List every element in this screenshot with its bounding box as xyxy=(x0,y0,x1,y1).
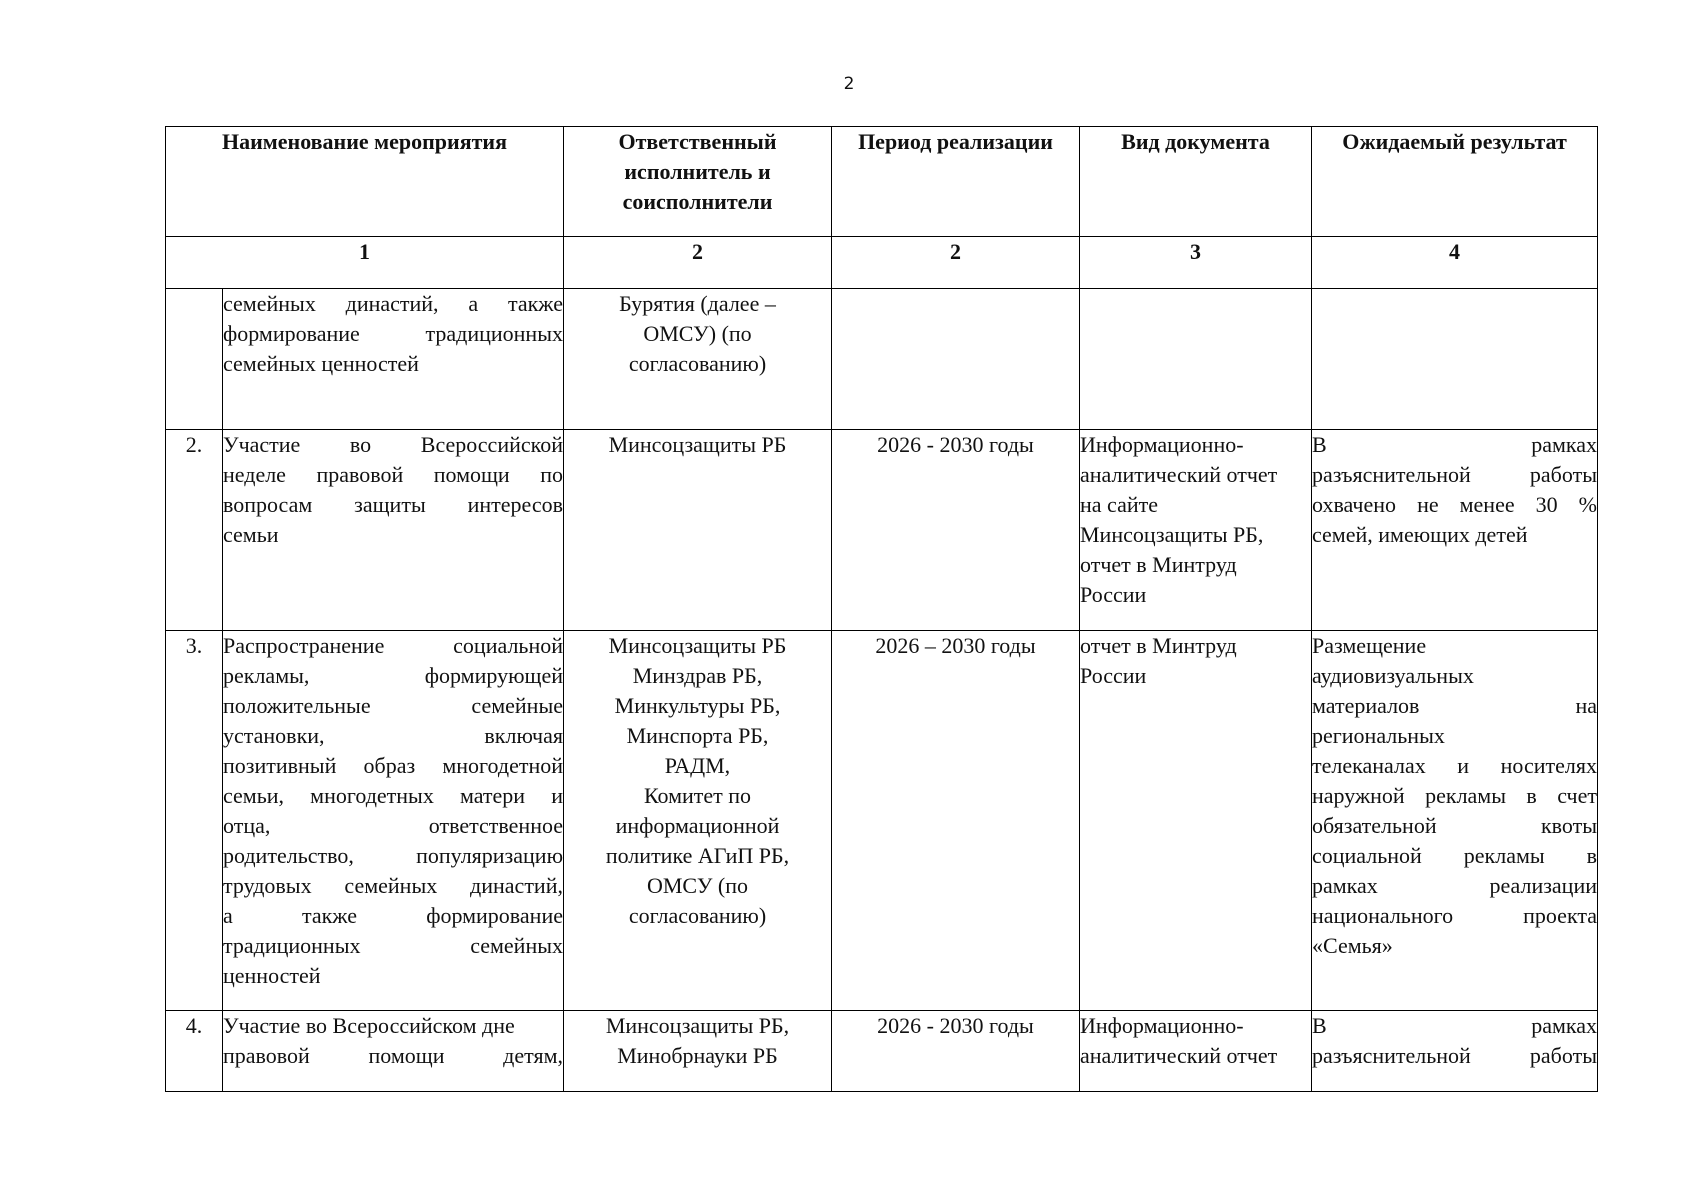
event-name-line: вопросам защиты интересов xyxy=(223,492,563,517)
executor-line: Минздрав РБ, xyxy=(632,663,763,688)
executor-cell xyxy=(564,289,832,430)
event-name-line: Участие во Всероссийском дне xyxy=(223,1013,515,1038)
row-index: 3. xyxy=(166,631,223,1011)
period-cell: 2026 – 2030 годы xyxy=(832,631,1080,1011)
event-name-cell xyxy=(223,631,564,1011)
table-row xyxy=(166,1011,1598,1092)
document-type-cell xyxy=(1080,289,1312,430)
executor-line: Минсоцзащиты РБ xyxy=(608,633,787,658)
header-document-type: Вид документа xyxy=(1080,127,1312,237)
page-number: 2 xyxy=(843,74,855,94)
event-name-line: семьи, многодетных матери и xyxy=(223,783,563,808)
event-name-line: правовой помощи детям, xyxy=(223,1043,563,1068)
document-type-line: отчет в Минтруд xyxy=(1080,633,1237,658)
expected-result-line: аудиовизуальных xyxy=(1312,663,1474,688)
column-numbers-row xyxy=(166,237,1598,289)
document-type-line: Минсоцзащиты РБ, xyxy=(1080,522,1264,547)
executor-line: Бурятия (далее – xyxy=(619,291,776,316)
expected-result-line xyxy=(1312,1011,1597,1041)
expected-result-cell xyxy=(1312,631,1598,1011)
expected-result-line: «Семья» xyxy=(1312,933,1393,958)
document-type-line: России xyxy=(1080,582,1147,607)
event-name-line: установки, включая xyxy=(223,723,563,748)
event-name-cell xyxy=(223,430,564,631)
expected-result-line: национального проекта xyxy=(1312,903,1597,928)
event-name-line: положительные семейные xyxy=(223,693,563,718)
column-number: 2 xyxy=(564,237,832,289)
word: рамках xyxy=(1531,1013,1597,1038)
expected-result-line: материалов на xyxy=(1312,693,1597,718)
document-type-line: аналитический отчет xyxy=(1080,1043,1278,1068)
expected-result-line: семей, имеющих детей xyxy=(1312,522,1528,547)
event-name-line: трудовых семейных династий, xyxy=(223,873,563,898)
row-index: 2. xyxy=(166,430,223,631)
expected-result-line: региональных xyxy=(1312,723,1445,748)
executor-cell xyxy=(564,631,832,1011)
event-name-line: а также формирование xyxy=(223,903,563,928)
document-type-line: России xyxy=(1080,663,1147,688)
executor-line: Минсоцзащиты РБ, xyxy=(605,1013,790,1038)
document-type-line: Информационно- xyxy=(1080,432,1244,457)
event-name-line xyxy=(223,319,563,349)
document-type-cell xyxy=(1080,430,1312,631)
expected-result-line: обязательной квоты xyxy=(1312,813,1597,838)
executor-line: информационной xyxy=(615,813,780,838)
word: семейных xyxy=(223,291,316,316)
table-row xyxy=(166,289,1598,430)
document-type-cell xyxy=(1080,1011,1312,1092)
event-name-line: родительство, популяризацию xyxy=(223,843,563,868)
expected-result-line: охвачено не менее 30 % xyxy=(1312,492,1597,517)
executor-line: Минспорта РБ, xyxy=(626,723,769,748)
word: рамках xyxy=(1531,432,1597,457)
document-type-line: Информационно- xyxy=(1080,1013,1244,1038)
event-name-line: рекламы, формирующей xyxy=(223,663,563,688)
expected-result-cell xyxy=(1312,289,1598,430)
word: традиционных xyxy=(425,321,563,346)
word: также xyxy=(507,291,563,316)
executor-line: ОМСУ (по xyxy=(646,873,748,898)
period-cell: 2026 - 2030 годы xyxy=(832,430,1080,631)
event-name-line: семьи xyxy=(223,522,279,547)
event-name-line: неделе правовой помощи по xyxy=(223,462,563,487)
event-name-line xyxy=(223,289,563,319)
table-header-row xyxy=(166,127,1598,237)
event-name-line: Участие во Всероссийской xyxy=(223,432,563,457)
column-number: 1 xyxy=(166,237,564,289)
header-period: Период реализации xyxy=(832,127,1080,237)
word: а xyxy=(468,291,479,316)
event-name-line: отца, ответственное xyxy=(223,813,563,838)
expected-result-line: разъяснительной работы xyxy=(1312,462,1597,487)
expected-result-cell xyxy=(1312,430,1598,631)
executor-cell xyxy=(564,1011,832,1092)
event-name-cell xyxy=(223,1011,564,1092)
table-row xyxy=(166,430,1598,631)
event-name-line: семейных ценностей xyxy=(223,351,419,376)
word: формирование xyxy=(223,321,360,346)
period-cell: 2026 - 2030 годы xyxy=(832,1011,1080,1092)
expected-result-line: рамках реализации xyxy=(1312,873,1597,898)
events-plan-table xyxy=(165,126,1598,1092)
executor-line: ОМСУ) (по xyxy=(643,321,752,346)
word: В xyxy=(1312,432,1327,457)
column-number: 3 xyxy=(1080,237,1312,289)
word: династий, xyxy=(345,291,439,316)
table-row xyxy=(166,631,1598,1011)
header-expected-result: Ожидаемый результат xyxy=(1312,127,1598,237)
executor-line: согласованию) xyxy=(628,903,767,928)
document-type-line: аналитический отчет xyxy=(1080,462,1278,487)
event-name-line: позитивный образ многодетной xyxy=(223,753,563,778)
expected-result-line: разъяснительной работы xyxy=(1312,1043,1597,1068)
document-type-line: отчет в Минтруд xyxy=(1080,552,1237,577)
expected-result-cell xyxy=(1312,1011,1598,1092)
event-name-line: ценностей xyxy=(223,963,321,988)
expected-result-line: наружной рекламы в счет xyxy=(1312,783,1597,808)
executor-line: Комитет по xyxy=(643,783,752,808)
period-cell xyxy=(832,289,1080,430)
column-number: 4 xyxy=(1312,237,1598,289)
document-type-cell xyxy=(1080,631,1312,1011)
event-name-line: Распространение социальной xyxy=(223,633,563,658)
header-event-name: Наименование мероприятия xyxy=(166,127,564,237)
executor-line: РАДМ, xyxy=(664,753,731,778)
executor-line: политике АГиП РБ, xyxy=(605,843,790,868)
executor-line: Минсоцзащиты РБ xyxy=(608,432,787,457)
row-index: 4. xyxy=(166,1011,223,1092)
column-number: 2 xyxy=(832,237,1080,289)
event-name-line: традиционных семейных xyxy=(223,933,563,958)
row-index xyxy=(166,289,223,430)
expected-result-line: телеканалах и носителях xyxy=(1312,753,1597,778)
document-type-line: на сайте xyxy=(1080,492,1158,517)
expected-result-line: социальной рекламы в xyxy=(1312,843,1597,868)
expected-result-line: Размещение xyxy=(1312,633,1427,658)
executor-line: Минкультуры РБ, xyxy=(614,693,781,718)
executor-line: Минобрнауки РБ xyxy=(617,1043,778,1068)
header-executor: Ответственный исполнитель и соисполнители xyxy=(564,127,832,237)
event-name-cell xyxy=(223,289,564,430)
executor-line: согласованию) xyxy=(628,351,767,376)
expected-result-line xyxy=(1312,430,1597,460)
word: В xyxy=(1312,1013,1327,1038)
executor-cell xyxy=(564,430,832,631)
